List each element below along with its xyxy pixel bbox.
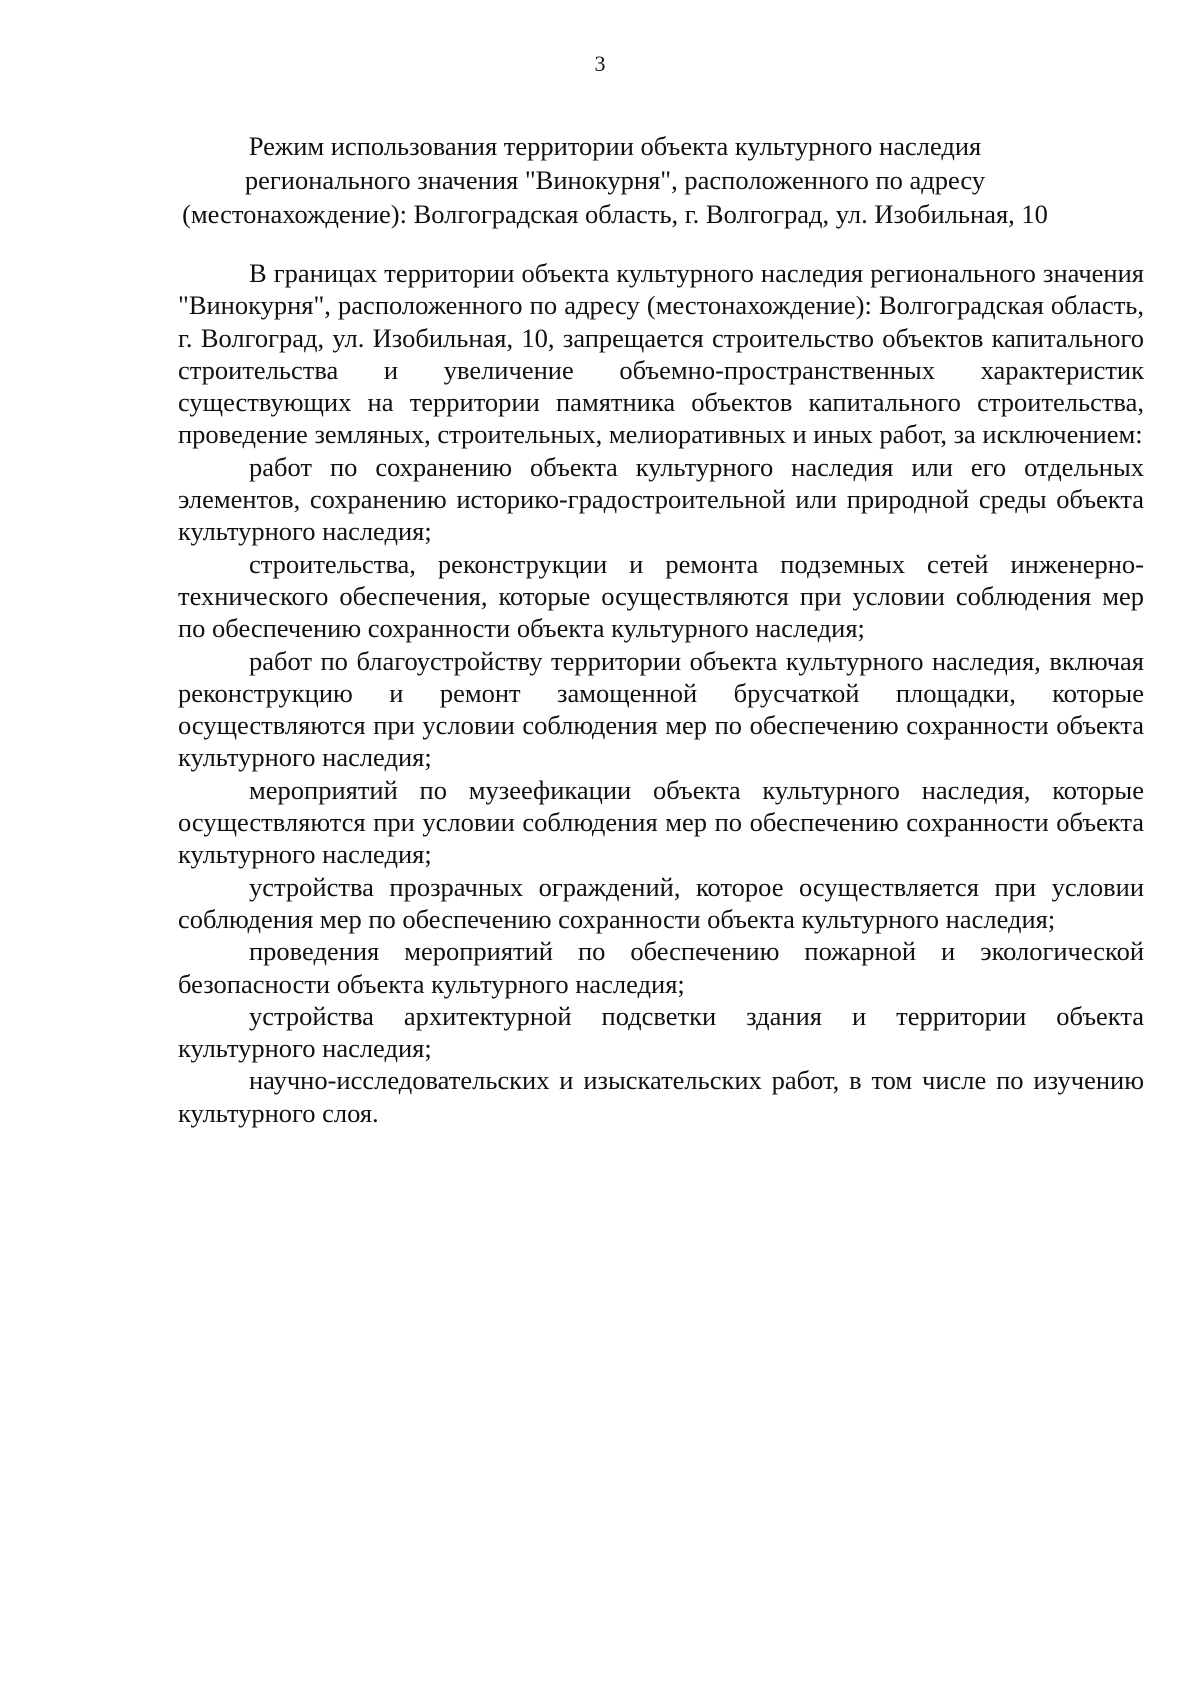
- document-body: [178, 257, 1144, 1129]
- exception-item: научно-исследовательских и изыскательских работ, в том числе по изучению культурного слоя.: [178, 1065, 1144, 1128]
- title-line: Режим использования территории объекта культурного наследия: [248, 131, 982, 161]
- exception-item: строительства, реконструкции и ремонта подземных сетей инженерно-технического обеспечения, которые осуществляются при условии соблюдения мер по обеспечению сохранности объекта культурного наследия;: [178, 548, 1144, 644]
- page-number: 3: [594, 51, 606, 76]
- title-line: (местонахождение): Волгоградская область, г. Волгоград, ул. Изобильная, 10: [182, 199, 1048, 229]
- title-line: регионального значения "Винокурня", расположенного по адресу: [244, 165, 986, 195]
- exception-item: устройства архитектурной подсветки здания и территории объекта культурного наследия;: [178, 1000, 1144, 1064]
- exception-item: мероприятий по музеефикации объекта культурного наследия, которые осуществляются при условии соблюдения мер по обеспечению сохранности объекта культурного наследия;: [178, 774, 1144, 870]
- exception-item: проведения мероприятий по обеспечению пожарной и экологической безопасности объекта культурного наследия;: [178, 936, 1144, 999]
- exception-item: устройства прозрачных ограждений, которое осуществляется при условии соблюдения мер по обеспечению сохранности объекта культурного наследия;: [178, 871, 1144, 934]
- exception-item: работ по благоустройству территории объекта культурного наследия, включая реконструкцию и ремонт замощенной брусчаткой площадки, которые осуществляются при условии соблюдения мер по обеспечению сохранности объекта культурного наследия;: [178, 645, 1144, 773]
- intro-paragraph: В границах территории объекта культурного наследия регионального значения "Винокурня", расположенного по адресу (местонахождение): Волгоградская область, г. Волгоград, ул. Изобильная, 10, запрещается строительство объектов капитального строительства и увеличение объемно-пространственных характеристик существующих на территории памятника объектов капитального строительства, проведение земляных, строительных, мелиоративных и иных работ, за исключением:: [178, 258, 1144, 450]
- document-title: [150, 129, 1080, 231]
- exception-item: работ по сохранению объекта культурного наследия или его отдельных элементов, сохранению историко-градостроительной или природной среды объекта культурного наследия;: [178, 451, 1144, 547]
